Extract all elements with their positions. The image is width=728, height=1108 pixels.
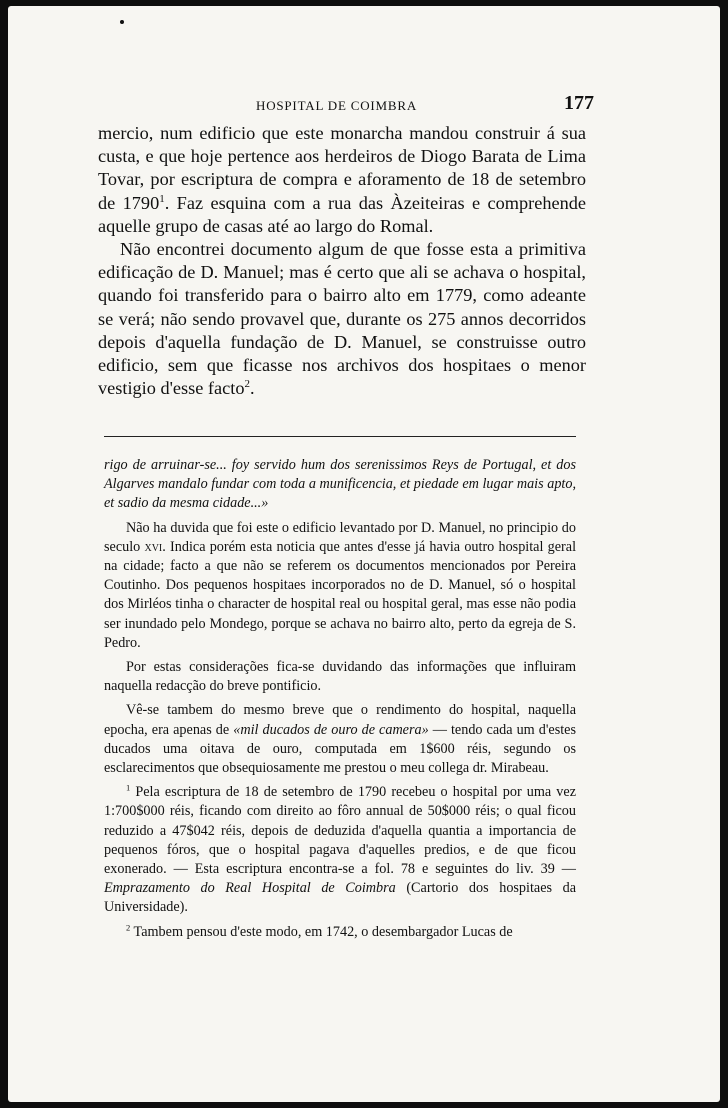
page-number: 177 xyxy=(564,92,594,114)
ink-speck xyxy=(120,20,124,24)
paragraph-2-text-b: . xyxy=(249,378,255,399)
note-continuation: rigo de arruinar-se... foy servido hum dos serenissimos Reys de Portugal, et dos Algarves mandalo fundar com toda a munificencia, et piedade em lugar mais apto, et sadio da mesma cidade...» xyxy=(104,457,576,512)
note-1-century: xvi xyxy=(144,538,163,555)
note-paragraph-1 xyxy=(104,519,576,653)
footnote-2 xyxy=(104,923,576,942)
footnote-1 xyxy=(104,783,576,917)
footnote-2-text: Tambem pensou d'este modo, em 1742, o desembargador Lucas de xyxy=(130,923,513,940)
note-paragraph-3 xyxy=(104,701,576,778)
note-3-text-a: Vê-se tambem do mesmo breve que o rendimento do hospital, naquella epocha, era apenas de xyxy=(104,702,576,738)
paragraph-1 xyxy=(98,122,586,238)
footnote-1-title: Emprazamento do Real Hospital de Coimbra xyxy=(104,880,396,897)
running-head: HOSPITAL DE COIMBRA xyxy=(256,98,418,113)
footnote-1-number: 1 xyxy=(126,782,131,793)
footnote-1-text-b: (Cartorio dos hospitaes da Universidade). xyxy=(104,880,577,916)
footnote-ref-1: 1 xyxy=(159,192,165,205)
note-paragraph-2: Por estas considerações fica-se duvidando das informações que influiram naquella redacção do breve pontificio. xyxy=(104,659,576,695)
paragraph-2-text-a: Não encontrei documento algum de que fosse esta a primitiva edificação de D. Manuel; mas é certo que ali se achava o hospital, quando foi transferido para o bairro alto em 1779, como adeante se verá; não sendo provavel que, durante os 275 annos decorridos depois d'aquella fundação de D. Manuel, se construisse outro edificio, sem que ficasse nos archivos dos hospitaes o menor vestigio d'esse facto xyxy=(98,239,586,399)
note-3-quote: «mil ducados de ouro de camera» xyxy=(233,721,429,738)
paragraph-1-text-a: mercio, num edificio que este monarcha mandou construir á sua custa, e que hoje pertence aos herdeiros de Diogo Barata de Lima Tovar, por escriptura de compra e aforamento de 18 de setembro de 1790 xyxy=(98,123,586,213)
note-1-text-b: . Indica porém esta noticia que antes d'esse já havia outro hospital geral na cidade; facto a que não se referem os documentos mencionados por Pereira Coutinho. Dos pequenos hospitaes incorporados no de D. Manuel, só o hospital dos Mirléos tinha o character de hospital real ou hospital geral, mas esse não podia ser inundado pelo Mondego, porque se achava no bairro alto, perto da egreja de S. Pedro. xyxy=(104,538,577,651)
note-1-text-a: Não ha duvida que foi este o edificio levantado por D. Manuel, no principio do seculo xyxy=(104,519,576,555)
footnotes xyxy=(104,456,576,942)
footnote-rule xyxy=(104,436,576,437)
paragraph-1-text-b: . Faz esquina com a rua das Àzeiteiras e comprehende aquelle grupo de casas até ao largo do Romal. xyxy=(98,192,587,236)
footnote-2-number: 2 xyxy=(126,921,131,932)
note-3-text-b: — tendo cada um d'estes ducados uma oitava de ouro, computada em 1$600 réis, segundo os esclarecimentos que obsequiosamente me prestou o meu collega dr. Mirabeau. xyxy=(104,721,576,777)
page-header xyxy=(106,92,594,118)
footnote-ref-2: 2 xyxy=(244,378,250,391)
footnote-1-text-a: Pela escriptura de 18 de setembro de 1790 recebeu o hospital por uma vez 1:700$000 réis, ficando com direito ao fôro annual de 50$000 réis; o qual ficou reduzido a 47$042 réis, depois de deduzida d'aquella quantia a importancia de pequenos fóros, que o hospital pagava d'aquelles predios, e de que ficou exonerado. — Esta escriptura encontra-se a fol. 78 e seguintes do liv. 39 — xyxy=(104,784,576,878)
main-text xyxy=(98,122,586,400)
paragraph-2 xyxy=(98,238,586,400)
